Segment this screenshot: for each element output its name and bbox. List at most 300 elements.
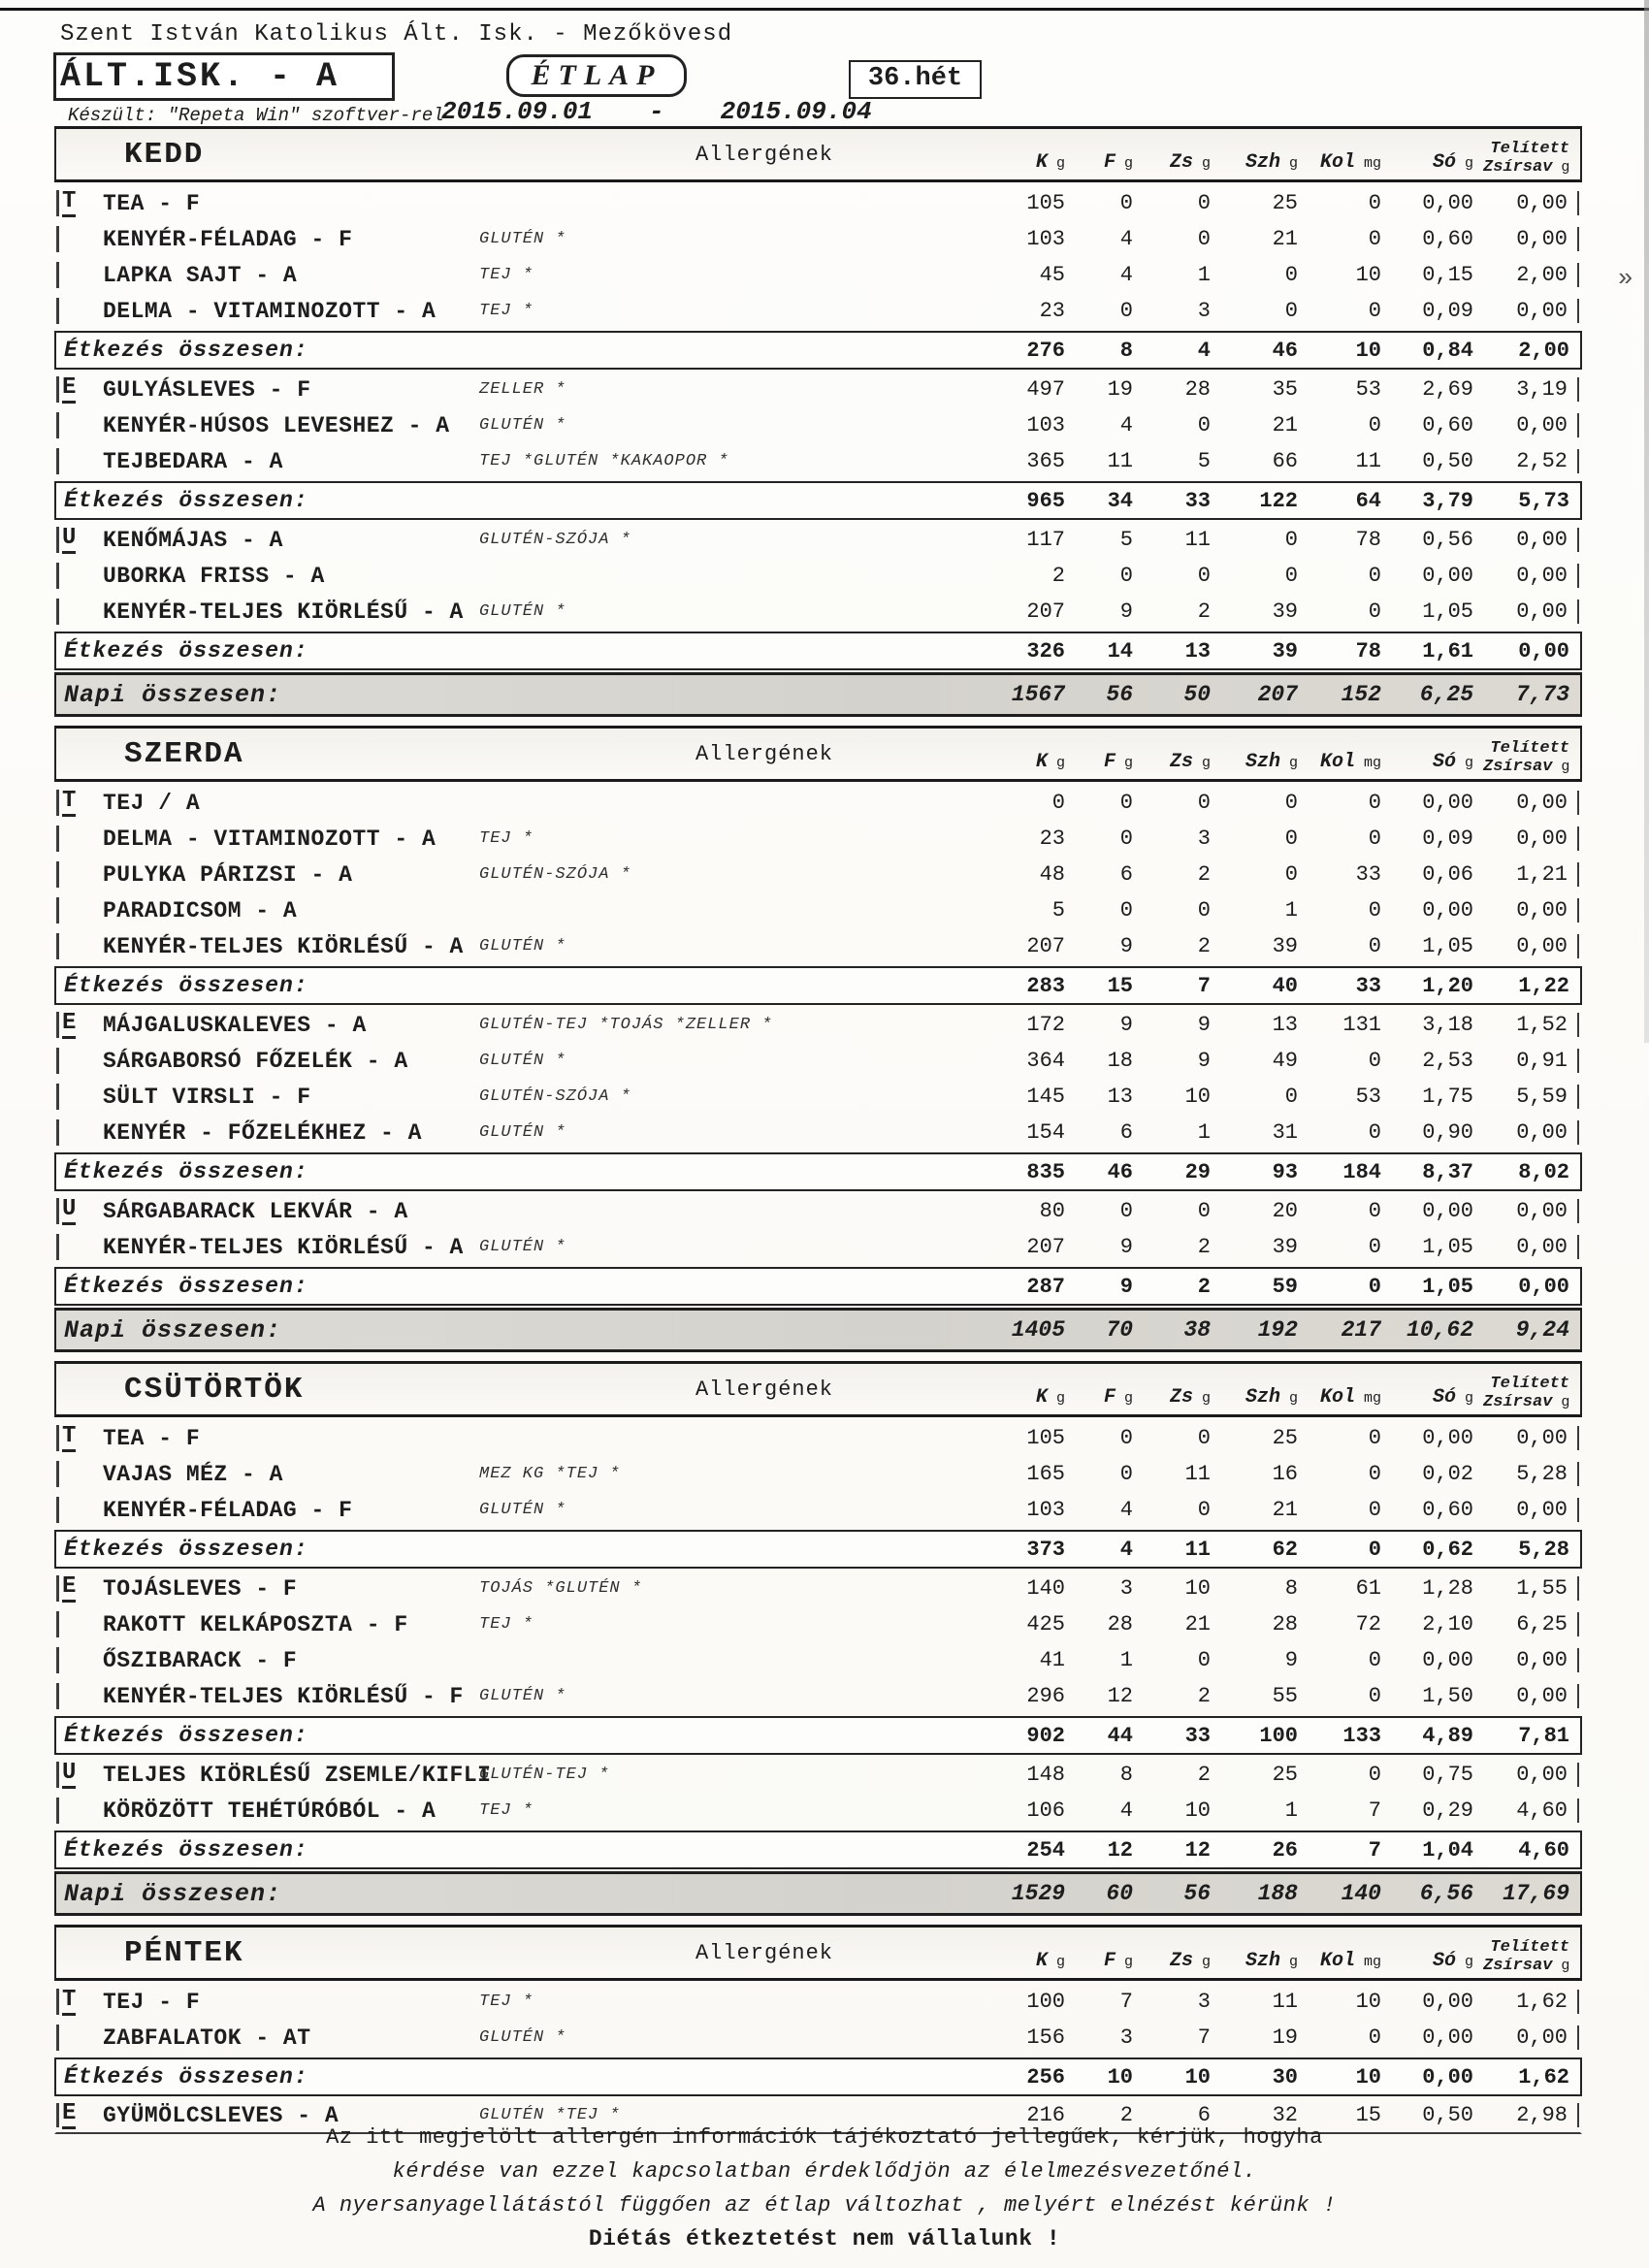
nutrient-column-header: Kol mg — [1319, 1950, 1381, 1972]
nutrient-value: 38 — [1183, 1317, 1211, 1343]
nutrient-value: 8 — [1119, 1763, 1133, 1787]
total-label: Étkezés összesen: — [64, 1159, 308, 1184]
nutrient-value: 0 — [1368, 934, 1381, 958]
nutrient-value: 1,05 — [1422, 599, 1473, 624]
nutrient-value: 0 — [1368, 1199, 1381, 1223]
nutrient-value: 0,00 — [1483, 1498, 1579, 1522]
nutrient-value: 497 — [1026, 377, 1065, 402]
nutrient-value: 0,00 — [1483, 191, 1579, 215]
total-label: Napi összesen: — [64, 1879, 282, 1908]
nutrient-value: 0,00 — [1422, 564, 1473, 588]
nutrient-value: 165 — [1026, 1462, 1065, 1486]
nutrient-value: 29 — [1184, 1159, 1211, 1184]
nutrient-value: 2 — [1197, 1763, 1211, 1787]
nutrient-value: 0,00 — [1483, 826, 1579, 851]
nutrient-value: 216 — [1026, 2103, 1065, 2127]
nutrient-column-header: K g — [1035, 151, 1065, 174]
dish-allergens: TEJ * — [479, 266, 534, 284]
nutrient-value: 72 — [1355, 1612, 1381, 1636]
nutrient-value: 14 — [1107, 638, 1133, 664]
nutrient-value: 8,37 — [1422, 1159, 1473, 1184]
nutrient-value: 2 — [1197, 1684, 1211, 1708]
nutrient-value: 21 — [1184, 1612, 1211, 1636]
dish-name: RAKOTT KELKÁPOSZTA - F — [103, 1611, 408, 1637]
dish-allergens: GLUTÉN-SZÓJA * — [479, 865, 631, 884]
nutrient-value: 0,00 — [1483, 528, 1579, 552]
nutrient-value: 78 — [1355, 638, 1381, 664]
dish-allergens: GLUTÉN * — [479, 416, 566, 435]
dish-allergens: GLUTÉN * — [479, 937, 566, 956]
nutrient-value: 33 — [1355, 862, 1381, 887]
nutrient-value: 0 — [1284, 299, 1298, 323]
nutrient-value: 207 — [1026, 934, 1065, 958]
day-section-1 — [54, 126, 1587, 717]
dish-allergens: GLUTÉN * — [479, 1501, 566, 1519]
nutrient-label-line2: Zsírsav g — [1483, 1393, 1570, 1411]
total-label: Étkezés összesen: — [64, 338, 308, 363]
nutrient-value: 44 — [1107, 1723, 1133, 1748]
dish-name: TEJ - F — [103, 1989, 201, 2015]
dish-name: SÁRGABARACK LEKVÁR - A — [103, 1198, 408, 1224]
menu-item-row — [54, 1115, 1582, 1150]
nutrient-value: 106 — [1026, 1798, 1065, 1823]
menu-item-row — [54, 221, 1582, 257]
nutrient-value: 10 — [1355, 263, 1381, 287]
nutrient-value: 0,29 — [1422, 1798, 1473, 1823]
dish-name: KENYÉR-TELJES KIÖRLÉSŰ - A — [103, 599, 464, 625]
dish-allergens: GLUTÉN * — [479, 1238, 566, 1256]
nutrient-value: 105 — [1026, 1426, 1065, 1450]
nutrient-value: 1 — [1197, 263, 1211, 287]
nutrient-value: 1,61 — [1422, 638, 1473, 664]
meal-total-row — [54, 2057, 1582, 2096]
nutrient-value: 0,50 — [1422, 449, 1473, 473]
nutrient-value: 0 — [1051, 791, 1065, 815]
nutrient-value: 0 — [1284, 826, 1298, 851]
nutrient-value: 0 — [1284, 564, 1298, 588]
nutrient-value: 0,00 — [1422, 898, 1473, 923]
nutrient-value: 0,00 — [1483, 1199, 1579, 1223]
nutrient-value: 7 — [1197, 973, 1211, 998]
nutrient-value: 17,69 — [1502, 1881, 1569, 1906]
nutrient-value: 16 — [1272, 1462, 1298, 1486]
nutrient-value: 0 — [1119, 564, 1133, 588]
dish-name: KENYÉR - FŐZELÉKHEZ - A — [103, 1119, 422, 1146]
nutrient-value: 31 — [1272, 1120, 1298, 1145]
menu-item-row — [54, 293, 1582, 329]
nutrient-value: 0,00 — [1422, 1199, 1473, 1223]
nutrient-value: 0,00 — [1483, 1120, 1579, 1145]
footer-line: kérdése van ezzel kapcsolatban érdeklődjön az élelmezésvezetőnél. — [392, 2159, 1257, 2184]
nutrient-value: 0,09 — [1422, 299, 1473, 323]
nutrient-value: 2 — [1197, 1235, 1211, 1259]
meal-total-row — [54, 481, 1582, 520]
dish-name: KENYÉR-FÉLADAG - F — [103, 1497, 353, 1523]
nutrient-value: 217 — [1341, 1317, 1381, 1343]
nutrient-value: 62 — [1272, 1537, 1298, 1562]
nutrient-value: 835 — [1026, 1159, 1065, 1184]
nutrient-value: 4 — [1119, 413, 1133, 437]
dish-allergens: GLUTÉN * — [479, 230, 566, 248]
allergens-column-header: Allergének — [695, 1377, 834, 1402]
nutrient-value: 21 — [1272, 227, 1298, 251]
nutrient-value: 0,90 — [1422, 1120, 1473, 1145]
nutrient-value: 0,00 — [1483, 564, 1579, 588]
nutrient-value: 2,53 — [1422, 1049, 1473, 1073]
nutrient-value: 4 — [1197, 338, 1211, 363]
nutrient-value: 0 — [1368, 1537, 1381, 1562]
nutrient-value: 5,28 — [1518, 1537, 1569, 1562]
nutrient-value: 133 — [1342, 1723, 1381, 1748]
nutrient-value: 56 — [1106, 682, 1133, 707]
nutrient-value: 39 — [1272, 638, 1298, 664]
dish-allergens: GLUTÉN * — [479, 1687, 566, 1705]
nutrient-column-header: Szh g — [1245, 751, 1298, 773]
total-label: Étkezés összesen: — [64, 638, 308, 664]
nutrient-value: 2,69 — [1422, 377, 1473, 402]
dish-allergens: GLUTÉN * — [479, 1123, 566, 1142]
nutrient-value: 5,28 — [1483, 1462, 1579, 1486]
menu-item-row — [54, 1984, 1582, 2020]
nutrient-value: 4,60 — [1483, 1798, 1579, 1823]
dish-name: PARADICSOM - A — [103, 897, 298, 923]
nutrient-value: 0,00 — [1483, 227, 1579, 251]
nutrient-value: 3 — [1197, 299, 1211, 323]
nutrient-value: 48 — [1039, 862, 1065, 887]
meal-total-row — [54, 966, 1582, 1005]
dish-allergens: GLUTÉN-TEJ * — [479, 1766, 610, 1784]
nutrient-value: 0 — [1368, 564, 1381, 588]
date-to: 2015.09.04 — [720, 97, 872, 126]
nutrient-value: 0,60 — [1422, 413, 1473, 437]
nutrient-value: 9 — [1119, 1235, 1133, 1259]
nutrient-value: 5 — [1051, 898, 1065, 923]
nutrient-value: 13 — [1272, 1013, 1298, 1037]
nutrient-value: 965 — [1026, 488, 1065, 513]
software-credit: Készült: "Repeta Win" szoftver-rel — [68, 105, 444, 126]
nutrient-value: 30 — [1272, 2064, 1298, 2090]
menu-item-row — [54, 2020, 1582, 2056]
nutrient-value: 7 — [1119, 1990, 1133, 2014]
nutrient-value: 276 — [1026, 338, 1065, 363]
nutrient-value: 80 — [1039, 1199, 1065, 1223]
nutrient-value: 0 — [1368, 299, 1381, 323]
meal-marker: U — [56, 1197, 89, 1224]
dish-name: TELJES KIÖRLÉSŰ ZSEMLE/KIFLI — [103, 1762, 492, 1788]
total-label: Étkezés összesen: — [64, 973, 308, 998]
nutrient-column-header: Zs g — [1169, 1386, 1211, 1409]
dish-allergens: GLUTÉN * — [479, 1052, 566, 1070]
nutrient-value: 3,18 — [1422, 1013, 1473, 1037]
nutrient-value: 0 — [1368, 413, 1381, 437]
nutrient-value: 0 — [1368, 1049, 1381, 1073]
nutrient-value: 32 — [1272, 2103, 1298, 2127]
meal-marker: T — [56, 1424, 89, 1451]
dish-allergens: GLUTÉN * — [479, 2028, 566, 2047]
meal-total-row — [54, 1831, 1582, 1869]
dish-name: SÁRGABORSÓ FŐZELÉK - A — [103, 1048, 408, 1074]
nutrient-value: 1567 — [1011, 682, 1065, 707]
dish-allergens: TEJ * — [479, 1993, 534, 2011]
nutrient-value: 23 — [1039, 826, 1065, 851]
nutrient-value: 28 — [1272, 1612, 1298, 1636]
nutrient-value: 33 — [1355, 973, 1381, 998]
nutrient-value: 1,04 — [1422, 1837, 1473, 1863]
nutrient-value: 0,15 — [1422, 263, 1473, 287]
nutrient-value: 1 — [1197, 1120, 1211, 1145]
nutrient-value: 365 — [1026, 449, 1065, 473]
nutrient-value: 364 — [1026, 1049, 1065, 1073]
nutrient-value: 10 — [1184, 1085, 1211, 1109]
nutrient-value: 0 — [1284, 1085, 1298, 1109]
dish-name: ŐSZIBARACK - F — [103, 1647, 298, 1673]
nutrient-value: 0,00 — [1422, 191, 1473, 215]
nutrient-value: 2 — [1051, 564, 1065, 588]
nutrient-label-line2: Zsírsav g — [1483, 1957, 1570, 1975]
nutrient-value: 0 — [1197, 1426, 1211, 1450]
nutrient-value: 0,00 — [1422, 1426, 1473, 1450]
nutrient-column-header: K g — [1035, 1386, 1065, 1409]
meal-marker: E — [56, 1574, 89, 1602]
nutrient-value: 188 — [1257, 1881, 1298, 1906]
dish-allergens: GLUTÉN * — [479, 602, 566, 621]
nutrient-value: 0,60 — [1422, 227, 1473, 251]
nutrient-value: 2 — [1197, 599, 1211, 624]
nutrient-value: 0 — [1197, 791, 1211, 815]
nutrient-value: 103 — [1026, 413, 1065, 437]
allergens-column-header: Allergének — [695, 741, 834, 766]
nutrient-value: 10 — [1355, 2064, 1381, 2090]
nutrient-value: 25 — [1272, 1426, 1298, 1450]
nutrient-value: 0 — [1368, 1426, 1381, 1450]
dish-name: DELMA - VITAMINOZOTT - A — [103, 298, 436, 324]
nutrient-value: 145 — [1026, 1085, 1065, 1109]
nutrient-value: 103 — [1026, 1498, 1065, 1522]
nutrient-value: 0 — [1197, 898, 1211, 923]
day-header — [54, 126, 1582, 182]
nutrient-value: 0 — [1284, 263, 1298, 287]
nutrient-value: 122 — [1259, 488, 1298, 513]
nutrient-value: 93 — [1272, 1159, 1298, 1184]
nutrient-value: 19 — [1272, 2025, 1298, 2050]
nutrient-value: 9 — [1197, 1049, 1211, 1073]
dish-name: KENŐMÁJAS - A — [103, 527, 283, 553]
nutrient-value: 0,84 — [1422, 338, 1473, 363]
nutrient-value: 33 — [1184, 488, 1211, 513]
date-from: 2015.09.01 — [441, 97, 594, 126]
nutrient-value: 2,00 — [1518, 338, 1569, 363]
nutrient-value: 0 — [1119, 1462, 1133, 1486]
day-header — [54, 1361, 1582, 1417]
nutrient-value: 40 — [1272, 973, 1298, 998]
dish-allergens: GLUTÉN *TEJ * — [479, 2106, 621, 2124]
nutrient-value: 1405 — [1011, 1317, 1065, 1343]
nutrient-value: 1 — [1119, 1648, 1133, 1672]
nutrient-column-header: F g — [1103, 751, 1133, 773]
total-label: Étkezés összesen: — [64, 2064, 308, 2090]
dish-allergens: GLUTÉN-SZÓJA * — [479, 531, 631, 549]
nutrient-value: 0 — [1197, 1648, 1211, 1672]
nutrient-value: 0,62 — [1422, 1537, 1473, 1562]
total-label: Étkezés összesen: — [64, 1837, 308, 1863]
menu-item-row — [54, 1079, 1582, 1115]
nutrient-value: 21 — [1272, 1498, 1298, 1522]
nutrient-value: 33 — [1184, 1723, 1211, 1748]
nutrient-value: 5,73 — [1518, 488, 1569, 513]
nutrient-value: 0,75 — [1422, 1763, 1473, 1787]
nutrient-value: 0 — [1368, 1498, 1381, 1522]
menu-item-row — [54, 1793, 1582, 1829]
nutrient-value: 7,81 — [1518, 1723, 1569, 1748]
nutrient-value: 50 — [1183, 682, 1211, 707]
dish-allergens: TEJ * — [479, 1615, 534, 1634]
nutrient-value: 53 — [1355, 377, 1381, 402]
menu-item-row — [54, 1606, 1582, 1642]
nutrient-value: 0,60 — [1422, 1498, 1473, 1522]
nutrient-value: 0 — [1284, 791, 1298, 815]
nutrient-label-line1: Telített — [1490, 1938, 1569, 1957]
nutrient-value: 0,00 — [1518, 638, 1569, 664]
nutrient-value: 1529 — [1011, 1881, 1065, 1906]
dish-name: UBORKA FRISS - A — [103, 563, 325, 589]
nutrient-value: 4 — [1119, 1798, 1133, 1823]
day-name: CSÜTÖRTÖK — [124, 1372, 305, 1407]
nutrient-value: 9 — [1197, 1013, 1211, 1037]
nutrient-value: 6,56 — [1419, 1881, 1473, 1906]
menu-item-row — [54, 821, 1582, 857]
dish-allergens: GLUTÉN-SZÓJA * — [479, 1087, 631, 1106]
menu-item-row — [54, 1456, 1582, 1492]
nutrient-value: 0,00 — [1483, 791, 1579, 815]
nutrient-label-line1: Telített — [1490, 140, 1569, 158]
nutrient-value: 2 — [1197, 862, 1211, 887]
nutrient-value: 1,28 — [1422, 1576, 1473, 1601]
total-label: Napi összesen: — [64, 680, 282, 709]
nutrient-column-header: Só g — [1432, 1950, 1473, 1972]
nutrient-value: 0,00 — [1518, 1274, 1569, 1299]
menu-item-row — [54, 1007, 1582, 1043]
nutrient-value: 0 — [1368, 2025, 1381, 2050]
meal-marker: T — [56, 189, 89, 216]
nutrient-label-line2: Zsírsav g — [1483, 758, 1570, 776]
nutrient-value: 0,00 — [1422, 791, 1473, 815]
nutrient-value: 6 — [1119, 862, 1133, 887]
nutrient-value: 1 — [1284, 898, 1298, 923]
dish-allergens: TEJ * — [479, 1801, 534, 1820]
nutrient-value: 0 — [1368, 1274, 1381, 1299]
nutrient-value: 902 — [1026, 1723, 1065, 1748]
nutrient-value: 0 — [1119, 191, 1133, 215]
nutrient-value: 0 — [1368, 791, 1381, 815]
menu-item-row — [54, 1757, 1582, 1793]
daily-total-row — [54, 672, 1582, 717]
nutrient-value: 0 — [1368, 826, 1381, 851]
nutrient-value: 172 — [1026, 1013, 1065, 1037]
nutrient-column-header: Zs g — [1169, 1950, 1211, 1972]
footer-line: Az itt megjelölt allergén információk tájékoztató jellegűek, kérjük, hogyha — [326, 2125, 1323, 2150]
nutrient-value: 9 — [1119, 934, 1133, 958]
nutrient-value: 25 — [1272, 1763, 1298, 1787]
nutrient-value: 4 — [1119, 1498, 1133, 1522]
nutrient-value: 3 — [1119, 2025, 1133, 2050]
nutrient-value: 6,25 — [1483, 1612, 1579, 1636]
nutrient-value: 0 — [1368, 1648, 1381, 1672]
dish-allergens: TEJ *GLUTÉN *KAKAOPOR * — [479, 452, 729, 470]
nutrient-value: 0 — [1368, 1462, 1381, 1486]
nutrient-value: 4,89 — [1422, 1723, 1473, 1748]
nutrient-value: 7,73 — [1515, 682, 1569, 707]
nutrient-value: 0,00 — [1483, 1684, 1579, 1708]
nutrient-value: 39 — [1272, 934, 1298, 958]
day-header — [54, 1925, 1582, 1981]
nutrient-value: 373 — [1026, 1537, 1065, 1562]
nutrient-value: 0 — [1197, 191, 1211, 215]
dish-name: DELMA - VITAMINOZOTT - A — [103, 826, 436, 852]
dish-name: KENYÉR-TELJES KIÖRLÉSŰ - A — [103, 933, 464, 959]
nutrient-value: 0,00 — [1483, 898, 1579, 923]
nutrient-value: 0 — [1368, 191, 1381, 215]
nutrient-value: 28 — [1184, 377, 1211, 402]
nutrient-value: 3,19 — [1483, 377, 1579, 402]
nutrient-value: 15 — [1107, 973, 1133, 998]
nutrient-value: 0 — [1119, 791, 1133, 815]
nutrient-value: 100 — [1026, 1990, 1065, 2014]
nutrient-value: 103 — [1026, 227, 1065, 251]
nutrient-value: 0 — [1368, 1235, 1381, 1259]
nutrient-column-header: F g — [1103, 1386, 1133, 1409]
nutrient-value: 9 — [1119, 1013, 1133, 1037]
nutrient-value: 12 — [1184, 1837, 1211, 1863]
nutrient-column-header: Kol mg — [1319, 751, 1381, 773]
nutrient-value: 1,62 — [1518, 2064, 1569, 2090]
nutrient-value: 2,52 — [1483, 449, 1579, 473]
nutrient-value: 11 — [1184, 1537, 1211, 1562]
nutrient-value: 64 — [1355, 488, 1381, 513]
nutrient-value: 8 — [1284, 1576, 1298, 1601]
nutrient-value: 0,00 — [1483, 413, 1579, 437]
nutrient-column-header: Kol mg — [1319, 1386, 1381, 1409]
dish-name: KÖRÖZÖTT TEHÉTÚRÓBÓL - A — [103, 1798, 436, 1824]
nutrient-value: 23 — [1039, 299, 1065, 323]
nutrient-value: 0,09 — [1422, 826, 1473, 851]
dish-name: GYÜMÖLCSLEVES - A — [103, 2102, 340, 2128]
date-range — [441, 97, 872, 126]
nutrient-value: 70 — [1106, 1317, 1133, 1343]
nutrient-value: 28 — [1107, 1612, 1133, 1636]
nutrient-value: 0,91 — [1483, 1049, 1579, 1073]
nutrient-value: 1,55 — [1483, 1576, 1579, 1601]
nutrient-column-header — [1483, 1938, 1579, 1978]
nutrient-value: 254 — [1026, 1837, 1065, 1863]
nutrient-label-line1: Telített — [1490, 739, 1569, 758]
nutrient-value: 11 — [1272, 1990, 1298, 2014]
nutrient-value: 12 — [1107, 1837, 1133, 1863]
nutrient-value: 0,02 — [1422, 1462, 1473, 1486]
nutrient-value: 1,50 — [1422, 1684, 1473, 1708]
meal-total-row — [54, 1716, 1582, 1755]
dish-allergens: MEZ KG *TEJ * — [479, 1465, 621, 1483]
dish-name: SÜLT VIRSLI - F — [103, 1084, 311, 1110]
menu-item-row — [54, 522, 1582, 558]
nutrient-column-header: Szh g — [1245, 151, 1298, 174]
nutrient-value: 4 — [1119, 227, 1133, 251]
day-name: KEDD — [124, 137, 205, 172]
nutrient-column-header: Szh g — [1245, 1950, 1298, 1972]
nutrient-value: 0 — [1197, 1199, 1211, 1223]
nutrient-column-header: Kol mg — [1319, 151, 1381, 174]
nutrient-column-header: Só g — [1432, 1386, 1473, 1409]
menu-item-row — [54, 1678, 1582, 1714]
